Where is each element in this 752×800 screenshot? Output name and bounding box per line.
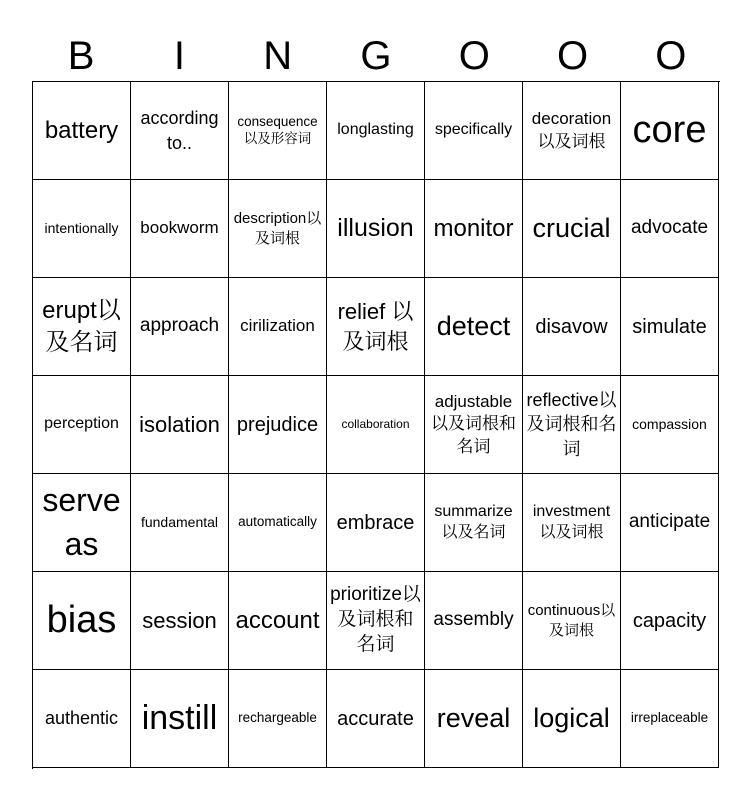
cell-word: simulate bbox=[632, 315, 707, 338]
bingo-cell[interactable] bbox=[229, 474, 327, 572]
cell-word: description以及词根 bbox=[233, 210, 322, 247]
cell-word: disavow bbox=[535, 315, 608, 338]
header-letter-n: N bbox=[263, 34, 293, 78]
cell-word: rechargeable bbox=[238, 710, 317, 726]
bingo-cell[interactable] bbox=[131, 670, 229, 768]
cell-word: monitor bbox=[433, 214, 514, 242]
bingo-cell[interactable] bbox=[33, 376, 131, 474]
bingo-cell[interactable] bbox=[425, 474, 523, 572]
bingo-cell[interactable] bbox=[621, 670, 719, 768]
cell-word: consequence以及形容词 bbox=[237, 113, 318, 146]
cell-word: isolation bbox=[139, 411, 220, 437]
bingo-cell[interactable] bbox=[131, 180, 229, 278]
bingo-cell[interactable] bbox=[523, 376, 621, 474]
bingo-cell[interactable] bbox=[523, 180, 621, 278]
bingo-cell[interactable] bbox=[229, 572, 327, 670]
bingo-cell[interactable] bbox=[229, 278, 327, 376]
cell-word: cirilization bbox=[240, 316, 315, 336]
bingo-cell[interactable] bbox=[131, 572, 229, 670]
cell-word: irreplaceable bbox=[630, 710, 709, 726]
cell-word: decoration以及词根 bbox=[531, 109, 612, 151]
cell-word: session bbox=[142, 607, 217, 633]
cell-word: embrace bbox=[336, 511, 415, 534]
bingo-cell[interactable] bbox=[131, 278, 229, 376]
bingo-cell[interactable] bbox=[229, 82, 327, 180]
header-letter-o2: O bbox=[557, 34, 589, 78]
cell-word: assembly bbox=[433, 609, 514, 631]
bingo-cell[interactable] bbox=[327, 474, 425, 572]
bingo-cell[interactable] bbox=[523, 572, 621, 670]
bingo-cell[interactable] bbox=[621, 180, 719, 278]
header-letter-o1: O bbox=[458, 34, 490, 78]
cell-word: fundamental bbox=[140, 513, 219, 530]
cell-word: according to.. bbox=[140, 108, 219, 153]
cell-word: approach bbox=[139, 315, 220, 337]
cell-word: automatically bbox=[238, 514, 317, 530]
bingo-cell[interactable] bbox=[523, 670, 621, 768]
cell-word: prejudice bbox=[236, 413, 319, 436]
bingo-cell[interactable] bbox=[523, 82, 621, 180]
bingo-cell[interactable] bbox=[327, 670, 425, 768]
bingo-cell[interactable] bbox=[131, 376, 229, 474]
cell-word: core bbox=[632, 108, 707, 151]
cell-word: detect bbox=[436, 311, 511, 342]
cell-word: bookworm bbox=[140, 218, 219, 238]
bingo-cell[interactable] bbox=[523, 278, 621, 376]
cell-word: logical bbox=[533, 703, 610, 734]
bingo-cell[interactable] bbox=[621, 572, 719, 670]
bingo-cell[interactable] bbox=[621, 474, 719, 572]
cell-word: relief 以及词根 bbox=[337, 298, 414, 354]
cell-word: crucial bbox=[532, 213, 611, 244]
bingo-cell[interactable] bbox=[621, 376, 719, 474]
cell-word: instill bbox=[141, 699, 218, 738]
bingo-cell[interactable] bbox=[425, 180, 523, 278]
bingo-cell[interactable] bbox=[33, 474, 131, 572]
bingo-cell[interactable] bbox=[327, 572, 425, 670]
bingo-cell[interactable] bbox=[131, 82, 229, 180]
bingo-cell[interactable] bbox=[327, 180, 425, 278]
bingo-cell[interactable] bbox=[229, 670, 327, 768]
cell-word: perception bbox=[44, 415, 119, 433]
bingo-cell[interactable] bbox=[425, 82, 523, 180]
bingo-header bbox=[32, 30, 720, 82]
cell-word: battery bbox=[44, 116, 119, 144]
bingo-cell[interactable] bbox=[425, 670, 523, 768]
bingo-cell[interactable] bbox=[425, 572, 523, 670]
bingo-cell[interactable] bbox=[33, 670, 131, 768]
bingo-cell[interactable] bbox=[425, 376, 523, 474]
cell-word: adjustable以及词根和名词 bbox=[431, 392, 516, 456]
cell-word: reveal bbox=[436, 703, 511, 734]
cell-word: summarize以及名词 bbox=[434, 502, 513, 541]
cell-word: anticipate bbox=[628, 511, 711, 533]
cell-word: illusion bbox=[337, 213, 414, 242]
cell-word: investment以及词根 bbox=[532, 502, 611, 541]
cell-word: accurate bbox=[337, 707, 414, 730]
bingo-cell[interactable] bbox=[621, 278, 719, 376]
cell-word: erupt以及名词 bbox=[42, 297, 121, 356]
bingo-cell[interactable] bbox=[33, 82, 131, 180]
cell-word: collaboration bbox=[341, 417, 410, 431]
bingo-cell[interactable] bbox=[33, 180, 131, 278]
cell-word: account bbox=[235, 606, 320, 634]
cell-word: longlasting bbox=[337, 121, 414, 139]
bingo-cell[interactable] bbox=[621, 82, 719, 180]
cell-word: specifically bbox=[434, 121, 513, 139]
cell-word: prioritize以及词根和名词 bbox=[330, 584, 421, 655]
header-letter-g: G bbox=[360, 34, 392, 78]
cell-word: reflective以及词根和名词 bbox=[526, 390, 617, 459]
cell-word: bias bbox=[46, 598, 117, 641]
bingo-cell[interactable] bbox=[229, 376, 327, 474]
bingo-board bbox=[32, 81, 720, 769]
bingo-cell[interactable] bbox=[327, 82, 425, 180]
cell-word: compassion bbox=[632, 415, 707, 432]
bingo-cell[interactable] bbox=[131, 474, 229, 572]
cell-word: continuous以及词根 bbox=[527, 602, 616, 639]
cell-word: capacity bbox=[632, 609, 707, 632]
header-letter-b: B bbox=[67, 34, 95, 78]
bingo-cell[interactable] bbox=[523, 474, 621, 572]
bingo-cell[interactable] bbox=[425, 278, 523, 376]
bingo-cell[interactable] bbox=[327, 278, 425, 376]
cell-word: advocate bbox=[630, 217, 709, 239]
cell-word: intentionally bbox=[44, 219, 119, 236]
header-letter-i: I bbox=[173, 34, 185, 78]
bingo-cell[interactable] bbox=[327, 376, 425, 474]
header-letter-o3: O bbox=[655, 34, 687, 78]
bingo-cell[interactable] bbox=[229, 180, 327, 278]
cell-word: authentic bbox=[44, 708, 119, 729]
bingo-cell[interactable] bbox=[33, 572, 131, 670]
cell-word: serve as bbox=[42, 482, 121, 562]
bingo-cell[interactable] bbox=[33, 278, 131, 376]
